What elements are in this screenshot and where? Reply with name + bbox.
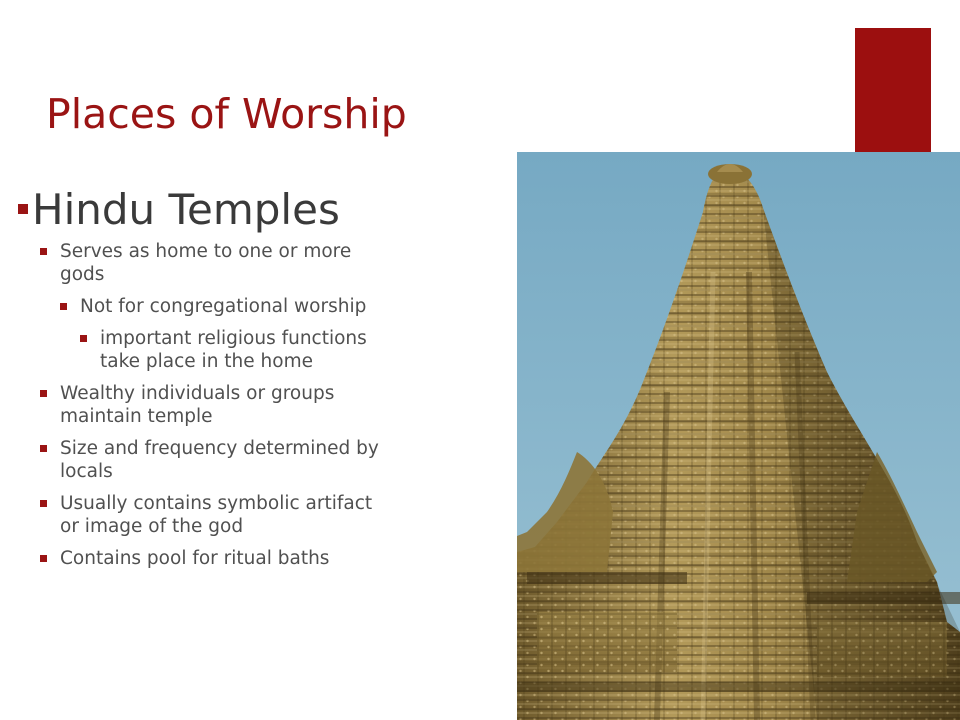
square-bullet-icon <box>40 500 47 507</box>
list-item <box>60 295 390 318</box>
heading-item <box>18 186 498 234</box>
list-item-text: Usually contains symbolic artifact or image of the god <box>60 493 373 538</box>
list-item-text: Wealthy individuals or groups maintain temple <box>60 383 335 428</box>
heading-text: Hindu Temples <box>32 185 340 234</box>
square-bullet-icon <box>40 555 47 562</box>
square-bullet-icon <box>80 335 87 342</box>
list-item-text: Not for congregational worship <box>80 296 367 318</box>
bullet-list <box>18 186 498 579</box>
square-bullet-icon <box>40 248 47 255</box>
list-item <box>40 382 390 428</box>
list-item-text: important religious functions take place in the home <box>100 328 367 373</box>
slide-title: Places of Worship <box>46 90 407 138</box>
list-item-text: Serves as home to one or more gods <box>60 241 352 286</box>
list-item-text: Contains pool for ritual baths <box>60 548 330 570</box>
square-bullet-icon <box>40 390 47 397</box>
accent-bar <box>855 28 931 152</box>
list-item <box>40 240 390 286</box>
list-item <box>80 327 410 373</box>
square-bullet-icon <box>40 445 47 452</box>
square-bullet-icon <box>60 303 67 310</box>
list-item <box>40 437 390 483</box>
temple-photo <box>517 152 960 720</box>
list-item <box>40 547 390 570</box>
list-item-text: Size and frequency determined by locals <box>60 438 379 483</box>
list-item <box>40 492 390 538</box>
square-bullet-icon <box>18 204 28 214</box>
